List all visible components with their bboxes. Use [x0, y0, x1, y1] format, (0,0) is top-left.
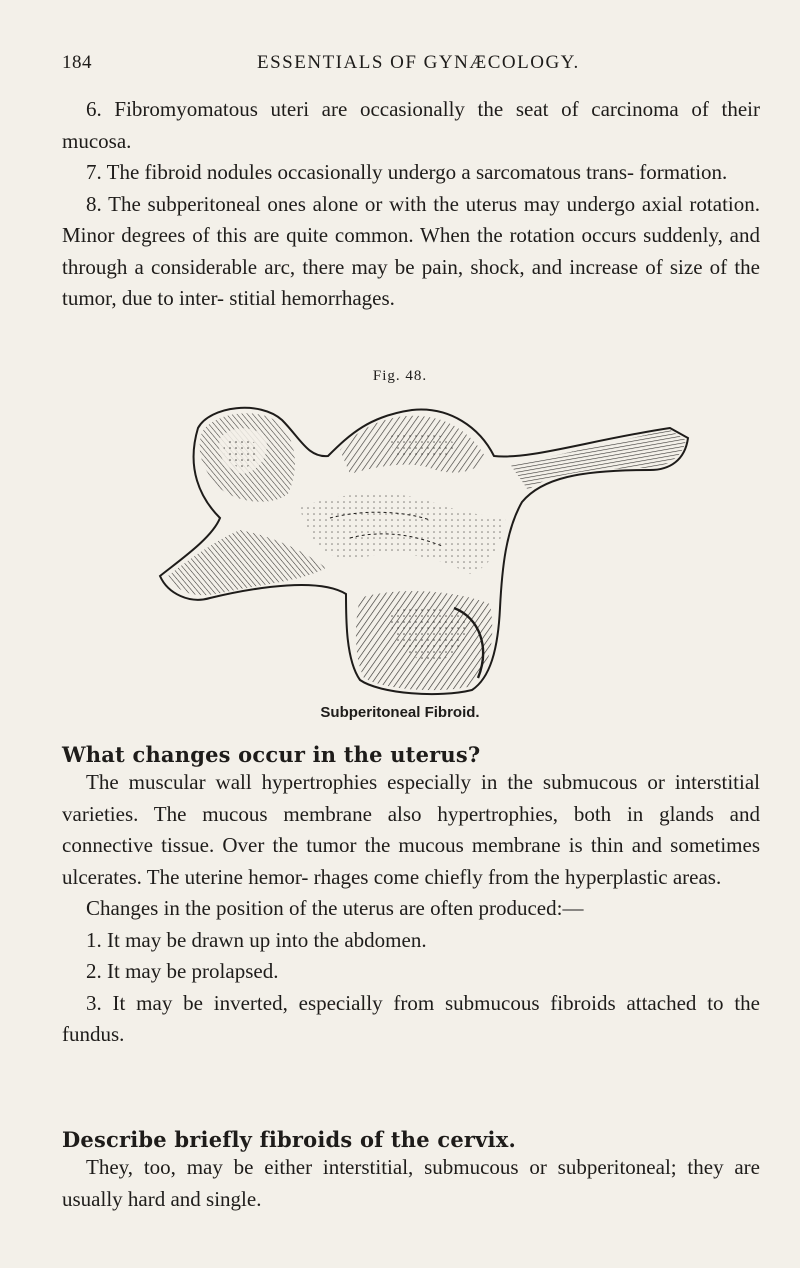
heading-uterus-changes: What changes occur in the uterus?: [62, 742, 481, 767]
section-uterus-changes: [62, 742, 760, 1051]
paragraph-cervix: They, too, may be either interstitial, submucous or subperitoneal; they are usually hard and single.: [62, 1155, 760, 1211]
list-item-1: 1. It may be drawn up into the abdomen.: [86, 927, 427, 952]
paragraph-6: 6. Fibromyomatous uteri are occasionally the seat of carcinoma of their mucosa.: [62, 97, 760, 153]
figure-label: Fig. 48.: [372, 368, 428, 384]
paragraph-7: 7. The fibroid nodules occasionally undergo a sarcomatous trans- formation.: [86, 160, 728, 184]
running-title: ESSENTIALS OF GYNÆCOLOGY.: [257, 52, 580, 73]
top-paragraphs: [62, 94, 760, 315]
paragraph-position-changes: Changes in the position of the uterus are often produced:—: [86, 896, 584, 920]
subperitoneal-fibroid-engraving: [150, 398, 690, 696]
section-cervix-fibroids: [62, 1127, 760, 1215]
list-item-2: 2. It may be prolapsed.: [86, 959, 279, 983]
paragraph-hypertrophy: The muscular wall hypertrophies especially in the submucous or interstitial varieties. The mucous membrane also hypertrophies, both in glands and connective tissue. Over the tumor the mucous membrane is thin and sometimes ulcerates. The uterine hemor- rhages come chiefly from the hyperplastic areas.: [62, 770, 760, 889]
list-item-3: 3. It may be inverted, especially from submucous fibroids attached to the fundus.: [62, 990, 760, 1046]
paragraph-8: 8. The subperitoneal ones alone or with the uterus may undergo axial rotation. Minor degrees of this are quite common. When the rotation occurs suddenly, and through a considerable arc, there may be pain, shock, and increase of size of the tumor, due to inter- stitial hemorrhages.: [62, 191, 760, 310]
figure-caption: Subperitoneal Fibroid.: [320, 704, 480, 721]
figure-illustration: [150, 398, 690, 696]
page-number: 184: [62, 52, 92, 73]
heading-cervix-fibroids: Describe briefly fibroids of the cervix.: [62, 1127, 516, 1152]
running-head: [62, 52, 760, 80]
